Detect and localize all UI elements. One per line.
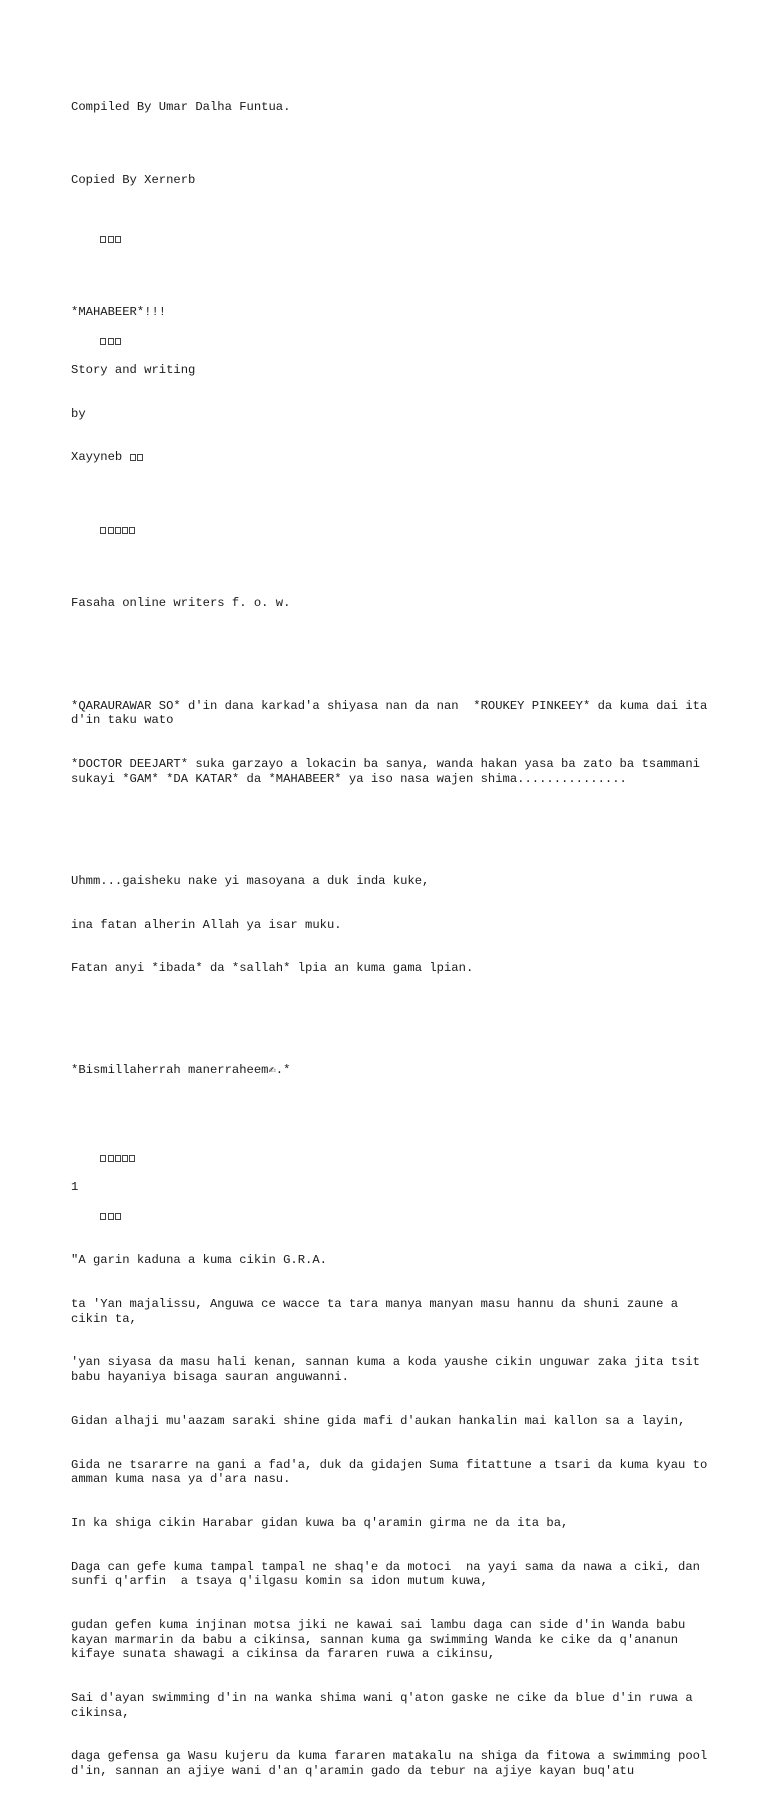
body-paragraph: daga gefensa ga Wasu kujeru da kuma fararen matakalu na shiga da fitowa a swimming pool d'in, sannan an ajiye wani d'an q'aramin gado da tebur na ajiye kayan buq'atu — [71, 1749, 715, 1778]
group-name: Fasaha online writers f. o. w. — [71, 596, 291, 611]
compiled-by-line: Compiled By Umar Dalha Funtua. — [71, 100, 291, 115]
author-name: Xayyneb — [71, 450, 123, 465]
body-paragraph: Gidan alhaji mu'aazam saraki shine gida mafi d'aukan hankalin mai kallon sa a layin, — [71, 1413, 686, 1428]
intro-paragraph-2: *DOCTOR DEEJART* suka garzayo a lokacin ba sanya, wanda hakan yasa ba zato ba tsammani sukayi *GAM* *DA KATAR* da *MAHABEER* ya iso nasa wajen shima............... — [71, 756, 708, 786]
separator-glyphs-icon — [100, 1151, 136, 1166]
body-paragraph: Daga can gefe kuma tampal tampal ne shaq'e da motoci na yayi sama da nawa a ciki, dan sunfi q'arfin a tsaya q'ilgasu komin sa idon mutum kuwa, — [71, 1559, 708, 1589]
chapter-number: 1 — [71, 1180, 79, 1195]
story-and-writing-label: Story and writing — [71, 362, 196, 377]
body-paragraph: In ka shiga cikin Harabar gidan kuwa ba q'aramin girma ne da ita ba, — [71, 1515, 569, 1530]
document-text — [71, 71, 715, 1808]
separator-glyphs-icon — [100, 334, 122, 349]
body-paragraph: Sai d'ayan swimming d'in na wanka shima wani q'aton gaske ne cike da blue d'in ruwa a cikinsa, — [71, 1691, 700, 1720]
copied-by-line: Copied By Xernerb — [71, 173, 196, 188]
greeting-line-2: ina fatan alherin Allah ya isar muku. — [71, 917, 342, 932]
story-title: *MAHABEER*!!! — [71, 304, 167, 319]
greeting-line-1: Uhmm...gaisheku nake yi masoyana a duk inda kuke, — [71, 873, 430, 888]
greeting-line-3: Fatan anyi *ibada* da *sallah* lpia an kuma gama lpian. — [71, 961, 474, 976]
body-paragraph: 'yan siyasa da masu hali kenan, sannan kuma a koda yaushe cikin unguwar zaka jita tsit babu hayaniya bisaga sauran anguwanni. — [71, 1355, 708, 1384]
author-line — [71, 450, 711, 465]
separator-glyphs-icon — [100, 523, 136, 538]
separator-glyphs-icon — [100, 1209, 122, 1224]
by-label: by — [71, 406, 86, 421]
bismillah-line: *Bismillaherrah manerraheem✍.* — [71, 1063, 291, 1078]
body-paragraph: gudan gefen kuma injinan motsa jiki ne kawai sai lambu daga can side d'in Wanda babu kayan marmarin da babu a cikinsa, sannan kuma ga swimming Wanda ke cike da q'ananun kifaye sunata shawagi a cikinsa da fararen ruwa a cikinsu, — [71, 1618, 700, 1662]
emoji-glyphs-icon — [130, 450, 145, 465]
body-paragraph: ta 'Yan majalissu, Anguwa ce wacce ta tara manya manyan masu hannu da shuni zaune a cikin ta, — [71, 1296, 686, 1326]
body-paragraph: "A garin kaduna a kuma cikin G.R.A. — [71, 1253, 327, 1268]
separator-glyphs-icon — [100, 232, 122, 247]
intro-paragraph-1: *QARAURAWAR SO* d'in dana karkad'a shiyasa nan da nan *ROUKEY PINKEEY* da kuma dai ita d'in taku wato — [71, 698, 715, 728]
body-paragraph: Gida ne tsararre na gani a fad'a, duk da gidajen Suma fitattune a tsari da kuma kyau to amman kuma nasa ya d'ara nasu. — [71, 1457, 715, 1487]
